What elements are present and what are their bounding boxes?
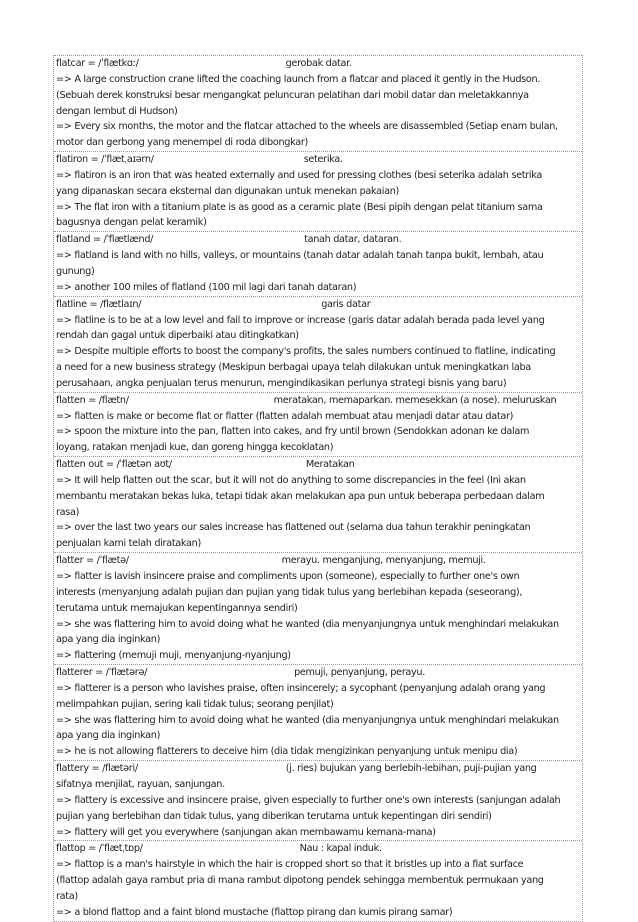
entry-text-line: yang dipanaskan secara eksternal dan digunakan untuk menekan pakaian) — [56, 185, 400, 197]
entry-text-line: melimpahkan pujian, sering kali tidak tulus; seorang penjilat) — [56, 698, 334, 710]
entry-headline — [56, 457, 581, 473]
entry-meaning: pemuji, penyanjung, perayu. — [294, 667, 425, 679]
dictionary-entry — [54, 55, 582, 151]
entry-text-line: loyang, ratakan menjadi kue, dan goreng hingga kecoklatan) — [56, 442, 334, 454]
dictionary-entry — [54, 840, 582, 920]
entry-headline — [56, 553, 581, 569]
entry-headline — [56, 393, 581, 409]
entry-text-line: pujian yang berlebihan dan tidak tulus, yang diberikan terutama untuk kepentingan diri sendiri) — [56, 810, 492, 822]
entry-text-line: => spoon the mixture into the pan, flatten into cakes, and fry until brown (Sendokkan adonan ke dalam — [56, 426, 530, 438]
entry-term: flatcar = /ˈflætkɑː/ — [56, 58, 139, 69]
entry-term: flattery = /flætəri/ — [56, 763, 138, 775]
entry-meaning: tanah datar, dataran. — [304, 234, 402, 246]
entry-text-line: motor dan gerbong yang menempel di roda dibongkar) — [56, 137, 308, 149]
dictionary-entry — [54, 296, 582, 392]
dictionary-entry — [54, 552, 582, 664]
entry-text-line: => A large construction crane lifted the coaching launch from a flatcar and placed it gently in the Hudson. — [56, 73, 541, 85]
entry-text-line: => The flat iron with a titanium plate is as good as a ceramic plate (Besi pipih dengan pelat titanium sama — [56, 201, 543, 213]
entry-meaning: meratakan, memaparkan. memesekkan (a nose). meluruskan — [273, 394, 557, 406]
entry-text-line: => flatterer is a person who lavishes praise, often insincerely; a sycophant (penyanjung adalah orang yang — [56, 682, 546, 694]
dictionary-entry — [54, 760, 582, 840]
entry-text-line: => flatland is land with no hills, valleys, or mountains (tanah datar adalah tanah tanpa bukit, lembah, atau — [56, 250, 544, 262]
entry-text-line: apa yang dia inginkan) — [56, 730, 161, 742]
entry-meaning: Nau : kapal induk. — [299, 843, 382, 855]
entry-text-line: dengan lembut di Hudson) — [56, 105, 178, 117]
entry-text-line: sifatnya menjilat, rayuan, sanjungan. — [56, 778, 225, 790]
entry-headline — [56, 761, 581, 777]
entry-text-line: gunung) — [56, 265, 95, 277]
entry-text-line: (Sebuah derek konstruksi besar mengangkat peluncuran pelatihan dari mobil datar dan meletakkannya — [56, 89, 529, 101]
entry-meaning: (j. ries) bujukan yang berlebih-lebihan, puji-pujian yang — [285, 763, 537, 775]
entry-text-line: (flattop adalah gaya rambut pria di mana rambut dipotong pendek sehingga membentuk permukaan yang — [56, 875, 544, 887]
entry-text-line: => a blond flattop and a faint blond mustache (flattop pirang dan kumis pirang samar) — [56, 906, 453, 918]
entry-text-line: rata) — [56, 890, 78, 902]
entry-text-line: penjualan kami telah diratakan) — [56, 538, 201, 550]
entry-text-line: => flattering (memuji muji, menyanjung-nyanjung) — [56, 650, 291, 662]
vocabulary-table — [53, 55, 583, 922]
entry-term: flattop = /ˈflætˌtɒp/ — [56, 843, 143, 855]
entry-term: flatterer = /ˈflætərə/ — [56, 667, 148, 679]
entry-text-line: rendah dan gagal untuk diperbaiki atau ditingkatkan) — [56, 330, 299, 342]
entry-text-line: => It will help flatten out the scar, but it will not do anything to some discrepancies in the feel (Ini akan — [56, 474, 526, 486]
entry-text-line: => she was flattering him to avoid doing what he wanted (dia menyanjungnya untuk menghindari melakukan — [56, 618, 559, 630]
entry-term: flatline = /flætlaɪn/ — [56, 298, 142, 310]
dictionary-entry — [54, 231, 582, 295]
entry-text-line: => Every six months, the motor and the flatcar attached to the wheels are disassembled (Setiap enam bulan, — [56, 121, 558, 133]
entry-text-line: => flattery is excessive and insincere praise, given especially to further one's own interests (sanjungan adalah — [56, 794, 561, 806]
entry-text-line: => flatter is lavish insincere praise and compliments upon (someone), especially to further one's own — [56, 571, 520, 582]
entry-text-line: => he is not allowing flatterers to deceive him (dia tidak mengizinkan penyanjung untuk menipu dia) — [56, 746, 518, 758]
entry-meaning: merayu. menganjung, menyanjung, memuji. — [281, 555, 486, 567]
dictionary-entry — [54, 392, 582, 456]
entry-headline — [56, 297, 581, 313]
entry-meaning: seterika. — [303, 154, 343, 166]
entry-text-line: a need for a new business strategy (Meskipun berbagai upaya telah dilakukan untuk meningkatkan laba — [56, 362, 531, 374]
entry-text-line: perusahaan, angka penjualan terus menurun, mengindikasikan perlunya strategi bisnis yang baru) — [56, 377, 507, 389]
entry-meaning: Meratakan — [305, 459, 355, 471]
entry-headline — [56, 232, 581, 248]
entry-meaning: garis datar — [321, 298, 371, 310]
entry-term: flatten out = /ˈflætən aʊt/ — [56, 459, 172, 471]
dictionary-entry — [54, 151, 582, 231]
entry-text-line: => flatten is make or become flat or flatter (flatten adalah membuat atau menjadi datar atau datar) — [56, 410, 514, 422]
entry-text-line: => Despite multiple efforts to boost the company's profits, the sales numbers continued to flatline, indicating — [56, 346, 556, 358]
entry-text-line: => flattop is a man's hairstyle in which the hair is cropped short so that it bristles up into a flat surface — [56, 859, 524, 871]
entry-headline — [56, 841, 581, 857]
entry-text-line: => she was flattering him to avoid doing what he wanted (dia menyanjungnya untuk menghindari melakukan — [56, 714, 559, 726]
entry-text-line: bagusnya dengan pelat keramik) — [56, 217, 207, 229]
entry-headline — [56, 152, 581, 168]
dictionary-entry — [54, 664, 582, 760]
entry-term: flatten = /flætn/ — [56, 394, 129, 406]
entry-term: flatiron = /ˈflætˌaɪərn/ — [56, 154, 154, 166]
dictionary-entry — [54, 456, 582, 552]
entry-term: flatter = /ˈflætə/ — [56, 555, 129, 567]
entry-headline — [56, 56, 581, 72]
entry-text-line: apa yang dia inginkan) — [56, 634, 161, 646]
entry-text-line: rasa) — [56, 506, 80, 518]
entry-text-line: => flatiron is an iron that was heated externally and used for pressing clothes (besi seterika adalah setrika — [56, 169, 542, 181]
entry-text-line: => another 100 miles of flatland (100 mil lagi dari tanah dataran) — [56, 281, 357, 293]
entry-text-line: membantu meratakan bekas luka, tetapi tidak akan melakukan apa pun untuk beberapa perbedaan dalam — [56, 490, 545, 502]
entry-headline — [56, 665, 581, 681]
entry-term: flatland = /ˈflætlænd/ — [56, 234, 154, 246]
entry-text-line: => flatline is to be at a low level and fail to improve or increase (garis datar adalah berada pada level yang — [56, 314, 545, 326]
entry-text-line: terutama untuk memajukan kepentingannya sendiri) — [56, 602, 298, 614]
entry-text-line: interests (menyanjung adalah pujian dan pujian yang tidak tulus yang berlebihan kepada (seseorang), — [56, 586, 523, 598]
entry-meaning: gerobak datar. — [285, 58, 352, 69]
entry-text-line: => over the last two years our sales increase has flattened out (selama dua tahun terakhir peningkatan — [56, 522, 531, 534]
entry-text-line: => flattery will get you everywhere (sanjungan akan membawamu kemana-mana) — [56, 826, 436, 838]
